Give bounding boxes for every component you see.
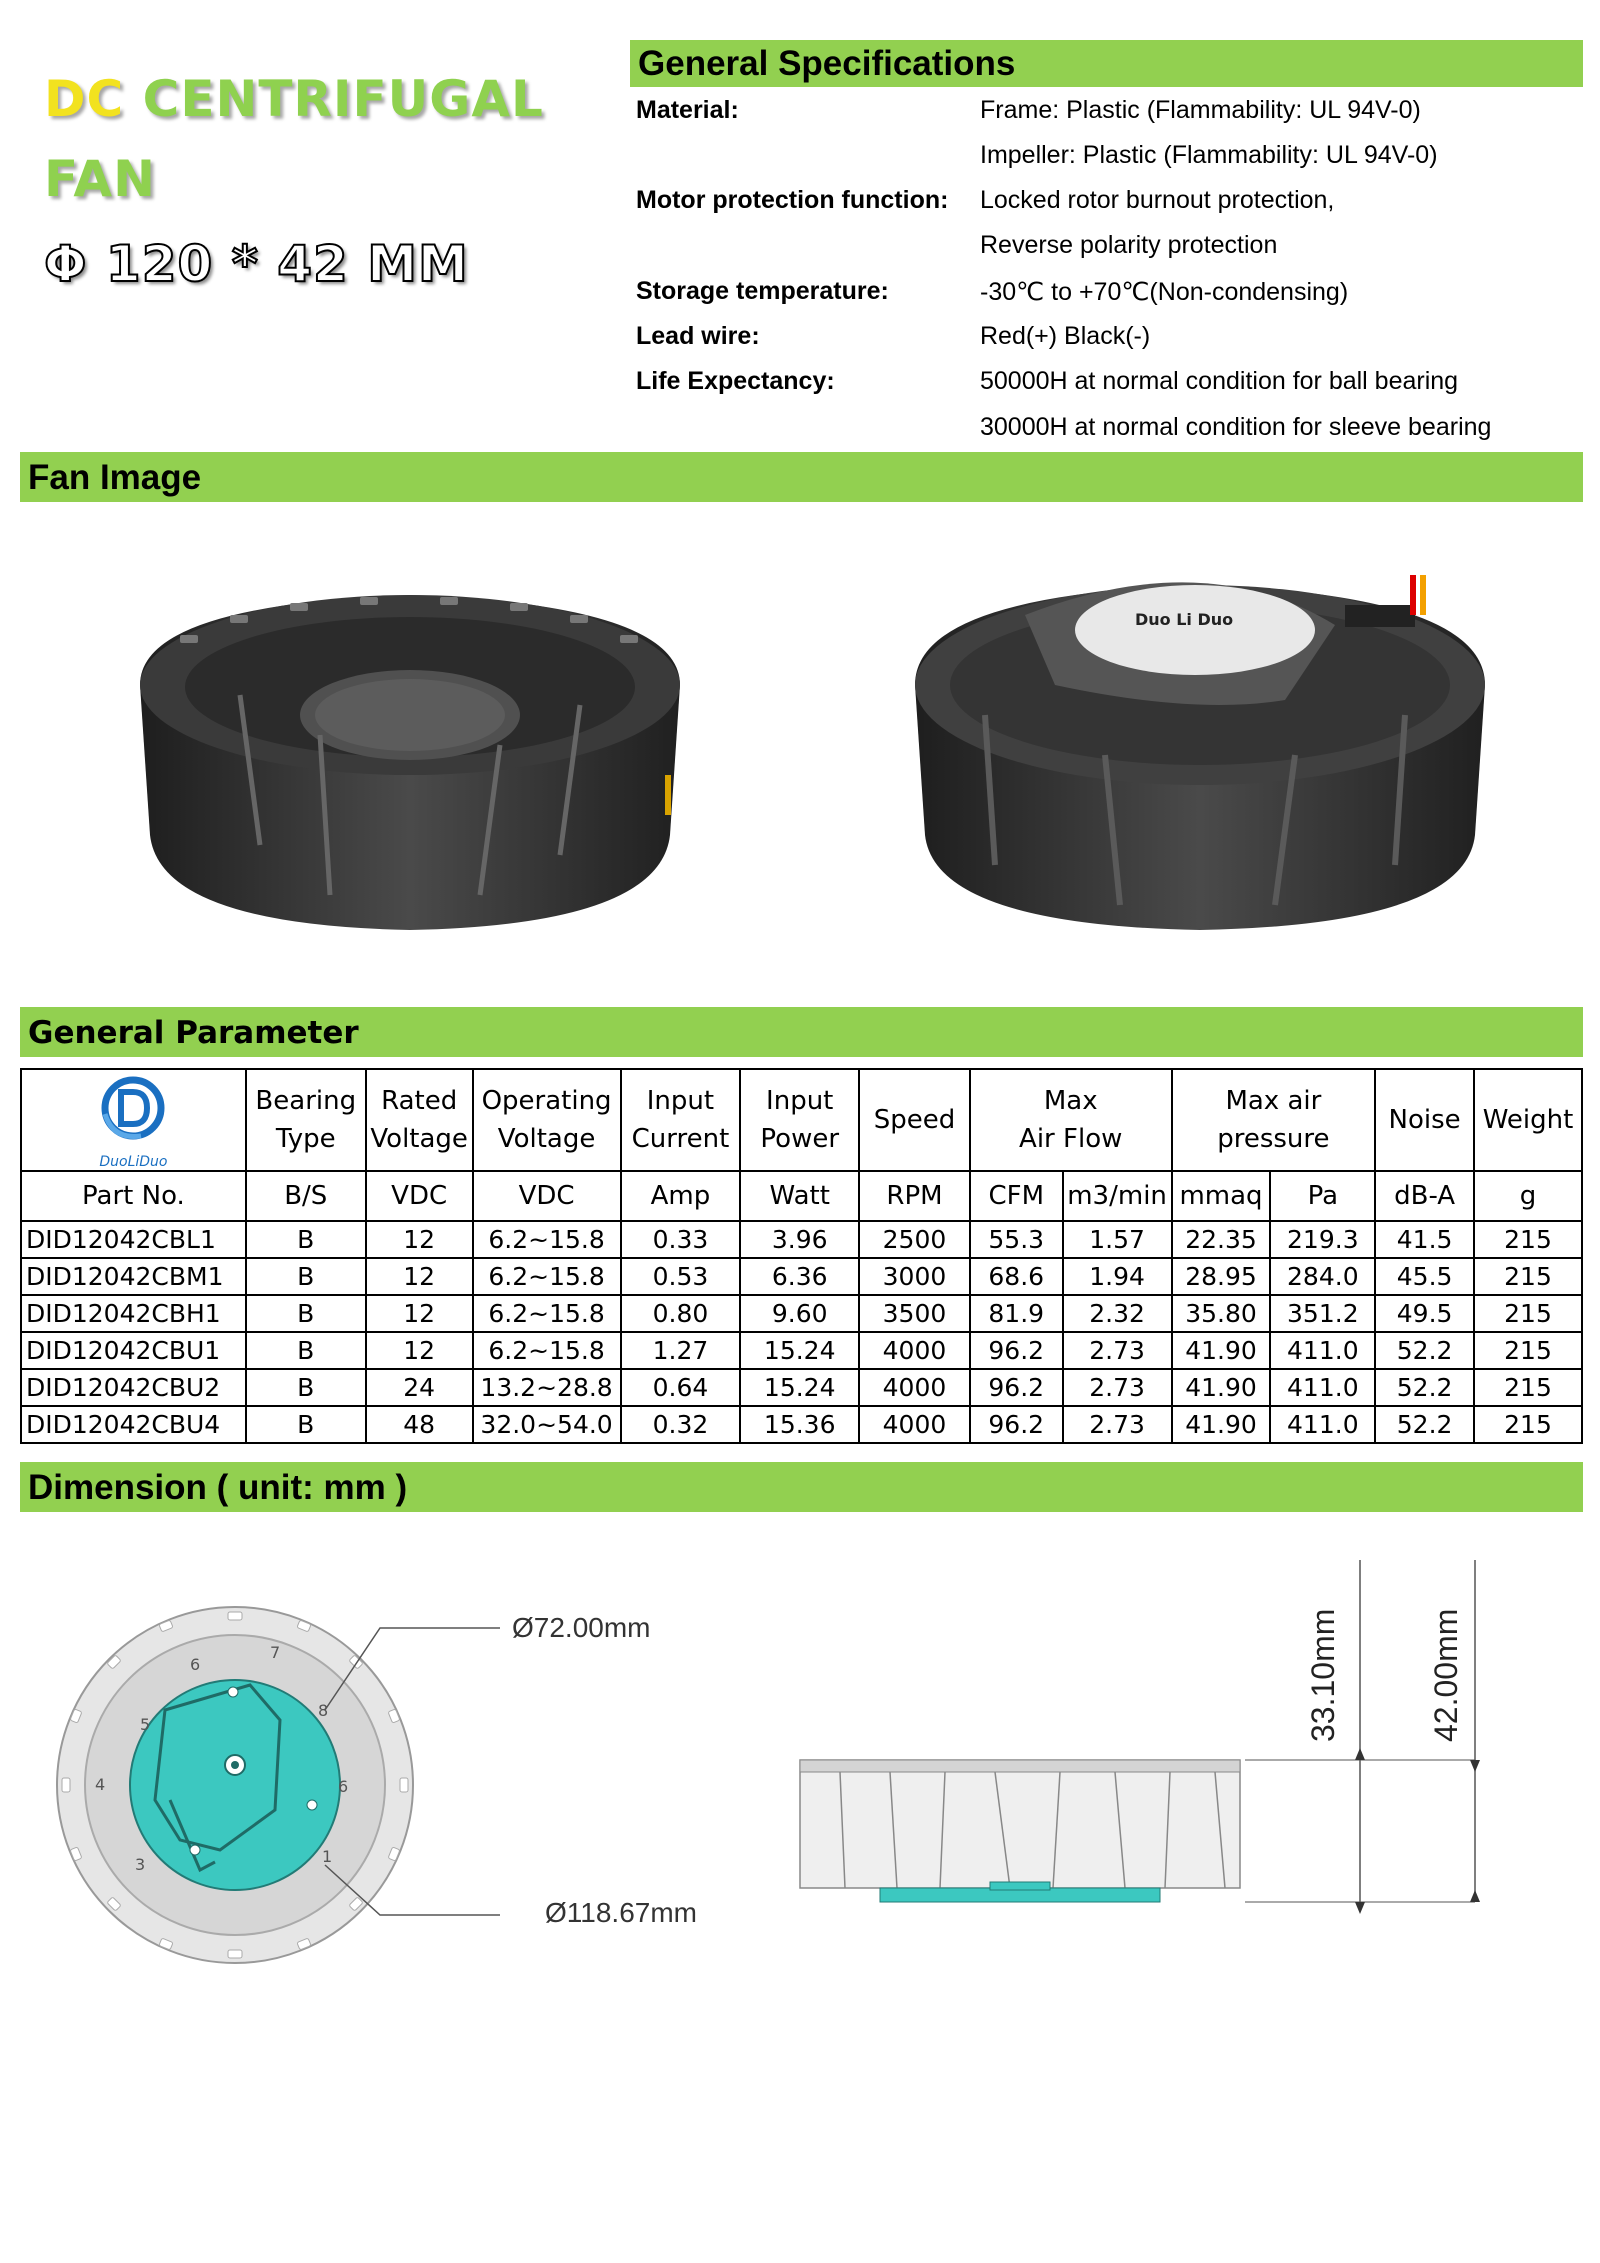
table-cell: 6.36	[740, 1258, 859, 1295]
spec-value: Reverse polarity protection	[980, 231, 1278, 259]
header-operating-voltage: Operating Voltage	[473, 1069, 621, 1171]
table-cell: 52.2	[1375, 1332, 1474, 1369]
table-row	[21, 1221, 1582, 1258]
table-units-row	[21, 1171, 1582, 1221]
part-number-cell: DID12042CBU1	[21, 1332, 246, 1369]
table-cell: 215	[1474, 1295, 1582, 1332]
fan-image-heading: Fan Image	[28, 458, 202, 497]
impeller-height-label: 33.10mm	[1305, 1608, 1341, 1742]
table-cell: B	[246, 1221, 366, 1258]
table-cell: 68.6	[970, 1258, 1063, 1295]
table-cell: B	[246, 1406, 366, 1443]
table-cell: 12	[366, 1221, 473, 1258]
table-cell: 284.0	[1270, 1258, 1375, 1295]
unit-cell: VDC	[366, 1171, 473, 1221]
rim-number: 3	[135, 1855, 146, 1874]
header-speed: Speed	[859, 1069, 970, 1171]
fan-image-bar	[20, 452, 1583, 502]
table-cell: B	[246, 1295, 366, 1332]
table-cell: 0.33	[621, 1221, 741, 1258]
table-cell: 52.2	[1375, 1406, 1474, 1443]
table-cell: 6.2~15.8	[473, 1332, 621, 1369]
spec-label: Material:	[636, 96, 739, 124]
total-height-label: 42.00mm	[1428, 1608, 1464, 1742]
table-cell: 215	[1474, 1332, 1582, 1369]
product-title-line1	[44, 70, 544, 128]
part-number-cell: DID12042CBH1	[21, 1295, 246, 1332]
table-cell: 96.2	[970, 1332, 1063, 1369]
table-cell: 4000	[859, 1369, 970, 1406]
title-dc: DC	[44, 70, 125, 128]
rim-number: 8	[318, 1701, 329, 1720]
logo-text: DuoLiDuo	[99, 1154, 168, 1170]
unit-cell: Pa	[1270, 1171, 1375, 1221]
table-cell: 48	[366, 1406, 473, 1443]
duoliduo-logo-icon	[93, 1074, 173, 1154]
table-cell: 215	[1474, 1258, 1582, 1295]
table-cell: 13.2~28.8	[473, 1369, 621, 1406]
unit-cell: Watt	[740, 1171, 859, 1221]
table-cell: 49.5	[1375, 1295, 1474, 1332]
header-max-air-flow: Max Air Flow	[970, 1069, 1172, 1171]
table-cell: 15.36	[740, 1406, 859, 1443]
table-cell: 6.2~15.8	[473, 1221, 621, 1258]
table-header-row	[21, 1069, 1582, 1171]
diameter-leader-lines	[320, 1600, 520, 1930]
table-cell: 3500	[859, 1295, 970, 1332]
header-input-current: Input Current	[621, 1069, 741, 1171]
table-cell: 219.3	[1270, 1221, 1375, 1258]
spec-value: Locked rotor burnout protection,	[980, 186, 1335, 214]
table-cell: 41.90	[1172, 1332, 1271, 1369]
product-title-size: Φ 120 * 42 MM	[44, 235, 469, 293]
dimension-heading: Dimension ( unit: mm )	[28, 1468, 408, 1507]
hub-diameter-label: Ø72.00mm	[512, 1612, 651, 1643]
general-parameter-bar	[20, 1007, 1583, 1057]
spec-value: Frame: Plastic (Flammability: UL 94V-0)	[980, 96, 1421, 124]
table-row	[21, 1295, 1582, 1332]
table-cell: 215	[1474, 1369, 1582, 1406]
rim-number: 1	[322, 1847, 333, 1866]
table-cell: B	[246, 1258, 366, 1295]
table-cell: 0.53	[621, 1258, 741, 1295]
part-number-cell: DID12042CBL1	[21, 1221, 246, 1258]
rim-number: 5	[140, 1715, 151, 1734]
header-noise: Noise	[1375, 1069, 1474, 1171]
table-row	[21, 1369, 1582, 1406]
part-number-cell: DID12042CBM1	[21, 1258, 246, 1295]
spec-value: 50000H at normal condition for ball bearing	[980, 367, 1459, 395]
parameter-table	[20, 1068, 1583, 1444]
table-cell: 12	[366, 1295, 473, 1332]
header-max-air-pressure: Max air pressure	[1172, 1069, 1376, 1171]
table-cell: 32.0~54.0	[473, 1406, 621, 1443]
table-cell: B	[246, 1332, 366, 1369]
part-number-cell: DID12042CBU4	[21, 1406, 246, 1443]
table-cell: 0.64	[621, 1369, 741, 1406]
unit-cell: m3/min	[1063, 1171, 1172, 1221]
table-cell: 12	[366, 1332, 473, 1369]
rim-number: 6	[338, 1777, 349, 1796]
table-cell: 55.3	[970, 1221, 1063, 1258]
table-cell: 0.80	[621, 1295, 741, 1332]
table-cell: 2.32	[1063, 1295, 1172, 1332]
unit-cell: Amp	[621, 1171, 741, 1221]
spec-label: Motor protection function:	[636, 186, 949, 214]
fan-side-view-drawing	[795, 1560, 1495, 1940]
table-row	[21, 1332, 1582, 1369]
dimension-bar	[20, 1462, 1583, 1512]
unit-cell: mmaq	[1172, 1171, 1271, 1221]
unit-cell: dB-A	[1375, 1171, 1474, 1221]
spec-label: Lead wire:	[636, 322, 760, 350]
table-cell: 411.0	[1270, 1406, 1375, 1443]
table-cell: 351.2	[1270, 1295, 1375, 1332]
table-cell: 411.0	[1270, 1369, 1375, 1406]
table-row	[21, 1258, 1582, 1295]
unit-cell: g	[1474, 1171, 1582, 1221]
brand-logo-cell	[21, 1069, 246, 1171]
unit-cell: VDC	[473, 1171, 621, 1221]
rim-number: 7	[270, 1643, 281, 1662]
unit-cell: B/S	[246, 1171, 366, 1221]
table-cell: 81.9	[970, 1295, 1063, 1332]
product-title-line2: FAN	[44, 150, 156, 208]
spec-value: -30℃ to +70℃(Non-condensing)	[980, 278, 1349, 306]
header-rated-voltage: Rated Voltage	[366, 1069, 473, 1171]
table-cell: 2.73	[1063, 1369, 1172, 1406]
table-cell: 2.73	[1063, 1332, 1172, 1369]
table-cell: 3.96	[740, 1221, 859, 1258]
table-cell: 12	[366, 1258, 473, 1295]
table-cell: 3000	[859, 1258, 970, 1295]
spec-value: 30000H at normal condition for sleeve bearing	[980, 413, 1492, 441]
table-cell: 52.2	[1375, 1369, 1474, 1406]
table-cell: 96.2	[970, 1369, 1063, 1406]
title-centrifugal: CENTRIFUGAL	[142, 70, 544, 128]
table-cell: 15.24	[740, 1332, 859, 1369]
part-number-cell: DID12042CBU2	[21, 1369, 246, 1406]
spec-label: Life Expectancy:	[636, 367, 835, 395]
table-cell: 28.95	[1172, 1258, 1271, 1295]
table-cell: 41.90	[1172, 1406, 1271, 1443]
general-specifications-heading: General Specifications	[638, 44, 1016, 83]
table-cell: 41.90	[1172, 1369, 1271, 1406]
unit-cell: CFM	[970, 1171, 1063, 1221]
table-cell: 35.80	[1172, 1295, 1271, 1332]
rim-number: 4	[95, 1775, 106, 1794]
header-bearing-type: Bearing Type	[246, 1069, 366, 1171]
table-cell: 96.2	[970, 1406, 1063, 1443]
fan-photo-back	[905, 565, 1495, 935]
table-cell: 1.94	[1063, 1258, 1172, 1295]
spec-value: Impeller: Plastic (Flammability: UL 94V-0)	[980, 141, 1438, 169]
unit-cell: Part No.	[21, 1171, 246, 1221]
table-cell: 41.5	[1375, 1221, 1474, 1258]
general-specifications-bar	[630, 40, 1583, 87]
table-cell: 4000	[859, 1332, 970, 1369]
spec-label: Storage temperature:	[636, 277, 889, 305]
table-cell: 22.35	[1172, 1221, 1271, 1258]
fan-photo-front	[120, 575, 700, 935]
table-cell: 0.32	[621, 1406, 741, 1443]
table-cell: 6.2~15.8	[473, 1258, 621, 1295]
table-cell: 45.5	[1375, 1258, 1474, 1295]
table-cell: 1.57	[1063, 1221, 1172, 1258]
table-cell: 4000	[859, 1406, 970, 1443]
table-cell: 1.27	[621, 1332, 741, 1369]
outer-diameter-label: Ø118.67mm	[545, 1897, 697, 1928]
header-weight: Weight	[1474, 1069, 1582, 1171]
rim-number: 6	[190, 1655, 201, 1674]
table-cell: 215	[1474, 1221, 1582, 1258]
table-cell: B	[246, 1369, 366, 1406]
fan-label-text: Duo Li Duo	[1135, 610, 1234, 629]
table-cell: 2.73	[1063, 1406, 1172, 1443]
unit-cell: RPM	[859, 1171, 970, 1221]
table-cell: 2500	[859, 1221, 970, 1258]
general-parameter-heading: General Parameter	[28, 1015, 359, 1051]
table-cell: 15.24	[740, 1369, 859, 1406]
table-cell: 24	[366, 1369, 473, 1406]
spec-value: Red(+) Black(-)	[980, 322, 1151, 350]
table-row	[21, 1406, 1582, 1443]
table-cell: 9.60	[740, 1295, 859, 1332]
table-cell: 215	[1474, 1406, 1582, 1443]
table-cell: 6.2~15.8	[473, 1295, 621, 1332]
header-input-power: Input Power	[740, 1069, 859, 1171]
table-cell: 411.0	[1270, 1332, 1375, 1369]
